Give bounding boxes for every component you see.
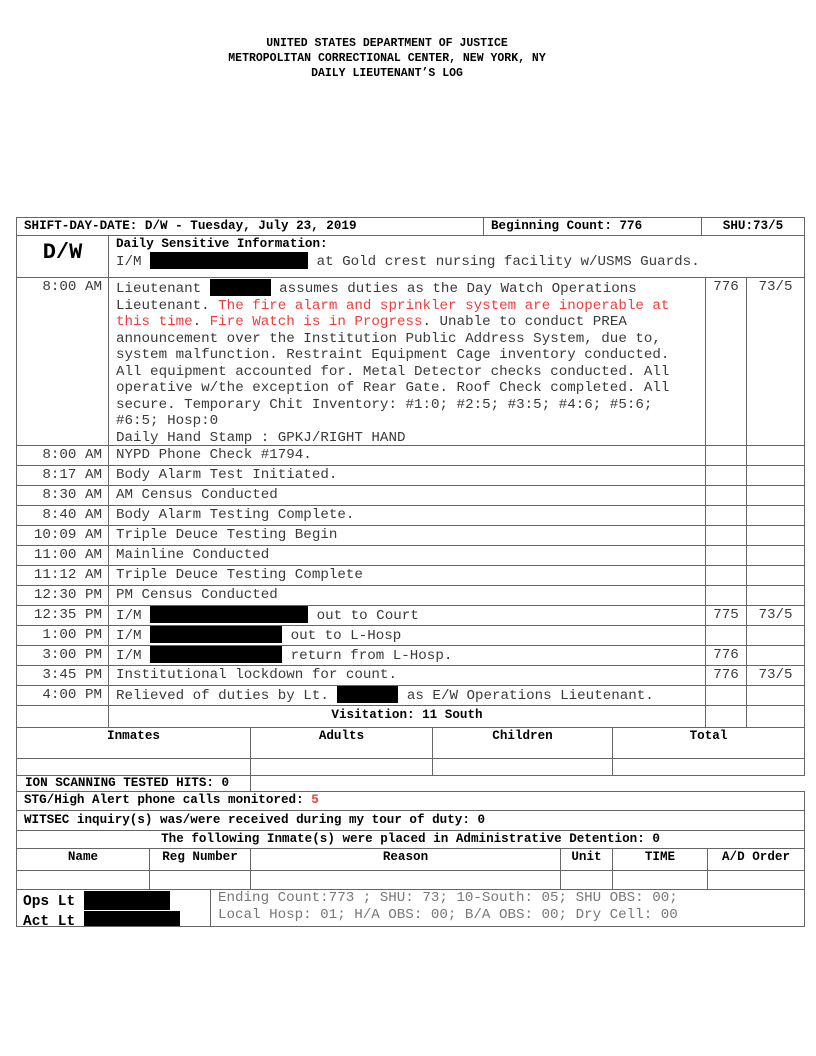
entry-count: [705, 545, 747, 566]
col-unit: Unit: [560, 848, 613, 871]
col-inmates: Inmates: [16, 727, 251, 759]
blank-cell: [612, 870, 708, 890]
entry-count: [705, 685, 747, 706]
entry-text: [108, 645, 706, 666]
redaction: [150, 606, 308, 623]
col-total: Total: [612, 727, 805, 759]
stg-calls: [16, 791, 805, 811]
sensitive-title: Daily Sensitive Information:: [116, 237, 328, 251]
entry-count: [705, 505, 747, 526]
entry-text: [108, 665, 706, 686]
ad-title: The following Inmate(s) were placed in Administrative Detention: 0: [16, 830, 805, 849]
ending-count-line-1: Ending Count:773 ; SHU: 73; 10-South: 05; SHU OBS: 00;: [218, 890, 678, 906]
entry-text-post: as E/W Operations Lieutenant.: [406, 688, 654, 704]
entry-text-main: Mainline Conducted: [116, 547, 270, 563]
sensitive-info: [108, 235, 805, 278]
entry-time: 3:00 PM: [16, 645, 109, 666]
blank-cell: [16, 758, 251, 776]
entry-time: 12:35 PM: [16, 605, 109, 626]
entry-text-main: I/M: [116, 648, 142, 664]
ion-scanning: ION SCANNING TESTED HITS: 0: [16, 775, 251, 792]
beginning-count: Beginning Count: 776: [483, 217, 702, 236]
entry-rest: . Unable to conduct PREA announcement over the Institution Public Address System, due to, system malfunction. Restraint Equipment Cage inventory conducted. All equipment accounted for. Metal Detector checks conducted. All operative w/the exception of Rear Gate. Roof Check completed. All secure. Temporary Chit Inventory: #1:0; #2:5; #3:5; #4:6; #5:6; #6:5; Hosp:0: [116, 314, 670, 429]
entry-text-main: Relieved of duties by Lt.: [116, 688, 329, 704]
entry-time: 8:40 AM: [16, 505, 109, 526]
entry-text-main: Body Alarm Testing Complete.: [116, 507, 355, 523]
witsec: WITSEC inquiry(s) was/were received during my tour of duty: 0: [16, 810, 805, 831]
entry-count: 776: [705, 665, 747, 686]
entry-count: 776: [705, 277, 747, 446]
blank-cell: [432, 758, 613, 776]
entry-count: [705, 445, 747, 466]
entry-text-main: NYPD Phone Check #1794.: [116, 447, 312, 463]
entry-time: 11:00 AM: [16, 545, 109, 566]
entry-pre: Lieutenant: [116, 281, 202, 297]
blank-cell: [16, 705, 109, 728]
entry-text: [108, 585, 706, 606]
col-children: Children: [432, 727, 613, 759]
blank-cell: [250, 758, 433, 776]
entry-shu: [746, 485, 805, 506]
entry-text: [108, 505, 706, 526]
redaction: [150, 252, 308, 269]
redaction: [84, 911, 180, 927]
redaction: [150, 626, 282, 643]
col-name: Name: [16, 848, 150, 871]
entry-time: 10:09 AM: [16, 525, 109, 546]
entry-text-main: I/M: [116, 628, 142, 644]
header-line-3: DAILY LIEUTENANT’S LOG: [311, 67, 463, 80]
ending-count-line-2: Local Hosp: 01; H/A OBS: 00; B/A OBS: 00; Dry Cell: 00: [218, 906, 678, 923]
entry-time: 8:17 AM: [16, 465, 109, 486]
blank-cell: [149, 870, 251, 890]
entry-shu: [746, 505, 805, 526]
blank-cell: [707, 870, 805, 890]
entry-time: 3:45 PM: [16, 665, 109, 686]
sensitive-text: [116, 252, 804, 271]
redaction: [337, 686, 398, 703]
entry-text-post: out to Court: [316, 608, 419, 624]
col-time: TIME: [612, 848, 708, 871]
entry-count: [705, 565, 747, 586]
header-line-2: METROPOLITAN CORRECTIONAL CENTER, NEW YORK, NY: [228, 52, 546, 65]
blank-cell: [746, 705, 805, 728]
fire-watch-notice: Fire Watch is in Progress: [209, 314, 423, 330]
entry-count: [705, 585, 747, 606]
col-reg-number: Reg Number: [149, 848, 251, 871]
col-adults: Adults: [250, 727, 433, 759]
entry-text: [108, 525, 706, 546]
entry-text: [108, 485, 706, 506]
entry-text-main: Triple Deuce Testing Begin: [116, 527, 338, 543]
ending-count: [210, 889, 805, 927]
entry-shu: [746, 565, 805, 586]
entry-shu: [746, 625, 805, 646]
entry-text: [108, 277, 706, 446]
entry-time: 8:30 AM: [16, 485, 109, 506]
entry-text-main: AM Census Conducted: [116, 487, 278, 503]
entry-text: [108, 625, 706, 646]
blank-cell: [16, 870, 150, 890]
entry-mid: assumes duties as the Day Watch Operations Lieutenant.: [116, 281, 637, 314]
col-reason: Reason: [250, 848, 561, 871]
entry-shu: [746, 685, 805, 706]
entry-text: [108, 605, 706, 626]
entry-text-post: out to L-Hosp: [290, 628, 402, 644]
entry-text: [108, 465, 706, 486]
entry-count: 776: [705, 645, 747, 666]
entry-shu: 73/5: [746, 277, 805, 446]
redaction: [150, 646, 282, 663]
entry-count: [705, 625, 747, 646]
entry-count: 775: [705, 605, 747, 626]
redaction: [84, 891, 170, 910]
fire-alarm-notice: The fire alarm and sprinkler system are inoperable at this time: [116, 297, 670, 330]
entry-count: [705, 485, 747, 506]
entry-text-main: Triple Deuce Testing Complete: [116, 567, 363, 583]
entry-text: [108, 565, 706, 586]
sensitive-post: at Gold crest nursing facility w/USMS Guards.: [316, 254, 700, 270]
blank-cell: [250, 870, 561, 890]
entry-shu: [746, 645, 805, 666]
entry-shu: [746, 525, 805, 546]
act-lt-label: Act Lt: [23, 914, 76, 927]
stg-label: STG/High Alert phone calls monitored:: [24, 793, 304, 807]
entry-time: 8:00 AM: [16, 277, 109, 446]
ops-lt-label: Ops Lt: [23, 894, 76, 910]
entry-time: 1:00 PM: [16, 625, 109, 646]
entry-shu: [746, 465, 805, 486]
entry-time: 8:00 AM: [16, 445, 109, 466]
entry-text-main: I/M: [116, 608, 142, 624]
redaction: [210, 279, 271, 296]
shu-count: SHU:73/5: [701, 217, 805, 236]
entry-text-main: PM Census Conducted: [116, 587, 278, 603]
entry-text: [108, 545, 706, 566]
entry-shu: 73/5: [746, 605, 805, 626]
header-line-1: UNITED STATES DEPARTMENT OF JUSTICE: [266, 37, 508, 50]
entry-text-main: Body Alarm Test Initiated.: [116, 467, 338, 483]
shift-day-date: SHIFT-DAY-DATE: D/W - Tuesday, July 23, 2019: [16, 217, 484, 236]
entry-text: [108, 685, 706, 706]
entry-shu: [746, 545, 805, 566]
entry-time: 4:00 PM: [16, 685, 109, 706]
sensitive-pre: I/M: [116, 254, 142, 270]
col-ad-order: A/D Order: [707, 848, 805, 871]
entry-shu: [746, 585, 805, 606]
entry-text-main: Institutional lockdown for count.: [116, 667, 397, 683]
entry-time: 11:12 AM: [16, 565, 109, 586]
entry-text: [108, 445, 706, 466]
entry-count: [705, 465, 747, 486]
entry-punct: .: [192, 314, 202, 330]
entry-shu: [746, 445, 805, 466]
entry-count: [705, 525, 747, 546]
hand-stamp: Daily Hand Stamp : GPKJ/RIGHT HAND: [116, 429, 406, 446]
visitation: Visitation: 11 South: [108, 705, 706, 728]
blank-cell: [705, 705, 747, 728]
shift-code: D/W: [16, 235, 109, 278]
entry-shu: 73/5: [746, 665, 805, 686]
blank-cell: [612, 758, 805, 776]
lieutenant-signatures: [16, 889, 211, 927]
entry-text-post: return from L-Hosp.: [290, 648, 453, 664]
blank-cell: [560, 870, 613, 890]
entry-time: 12:30 PM: [16, 585, 109, 606]
stg-value: 5: [311, 793, 319, 807]
